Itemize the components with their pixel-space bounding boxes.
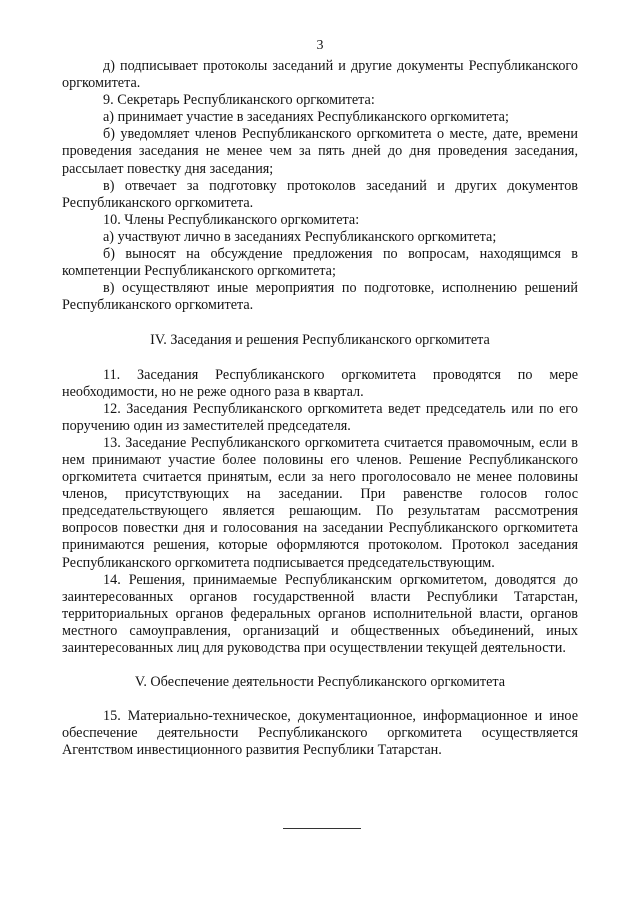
paragraph: б) уведомляет членов Республиканского оргкомитета о месте, дате, времени проведения заседания не менее чем за пять дней до дня проведения заседания, рассылает повестку дня заседания; xyxy=(62,126,578,177)
paragraph: 11. Заседания Республиканского оргкомитета проводятся по мере необходимости, но не реже одного раза в квартал. xyxy=(62,366,578,400)
paragraph: б) выносят на обсуждение предложения по вопросам, находящимся в компетенции Республиканского оргкомитета; xyxy=(62,246,578,280)
page-number: 3 xyxy=(316,38,324,53)
paragraph: 14. Решения, принимаемые Республиканским оргкомитетом, доводятся до заинтересованных органов государственной власти Республики Татарстан, территориальных органов федеральных органов исполнительной власти, органов местного самоуправления, организаций и общественных объединений, иных заинтересованных лиц для руководства при осуществлении текущей деятельности. xyxy=(62,571,578,656)
paragraph: 15. Материально-техническое, документационное, информационное и иное обеспечение деятельности Республиканского оргкомитета осуществляется Агентством инвестиционного развития Республики Татарстан. xyxy=(62,708,578,759)
paragraph: а) принимает участие в заседаниях Республиканского оргкомитета; xyxy=(103,109,509,126)
paragraph: 13. Заседание Республиканского оргкомитета считается правомочным, если в нем принимают участие более половины его членов. Решение Республиканского оргкомитета считается принятым, если за него проголосовало не менее половины членов, присутствующих на заседании. При равенстве голосов голос председательствующего является решающим. По результатам рассмотрения вопросов повестки дня и голосования на заседании Республиканского оргкомитета принимаются решения, которые оформляются протоколом. Протокол заседания Республиканского оргкомитета подписывается председательствующим. xyxy=(62,434,578,571)
paragraph: 10. Члены Республиканского оргкомитета: xyxy=(103,211,360,228)
section-heading-v: V. Обеспечение деятельности Республиканского оргкомитета xyxy=(134,674,506,691)
paragraph: 12. Заседания Республиканского оргкомитета ведет председатель или по его поручению один из заместителей председателя. xyxy=(62,400,578,434)
paragraph: 9. Секретарь Республиканского оргкомитета: xyxy=(103,92,375,109)
document-body xyxy=(62,58,578,759)
paragraph: д) подписывает протоколы заседаний и другие документы Республиканского оргкомитета. xyxy=(62,58,578,92)
end-divider-line xyxy=(283,828,361,829)
section-heading-iv: IV. Заседания и решения Республиканского оргкомитета xyxy=(150,332,490,349)
paragraph: в) отвечает за подготовку протоколов заседаний и других документов Республиканского оргкомитета. xyxy=(62,177,578,211)
paragraph: а) участвуют лично в заседаниях Республиканского оргкомитета; xyxy=(103,228,497,245)
paragraph: в) осуществляют иные мероприятия по подготовке, исполнению решений Республиканского оргкомитета. xyxy=(62,280,578,314)
